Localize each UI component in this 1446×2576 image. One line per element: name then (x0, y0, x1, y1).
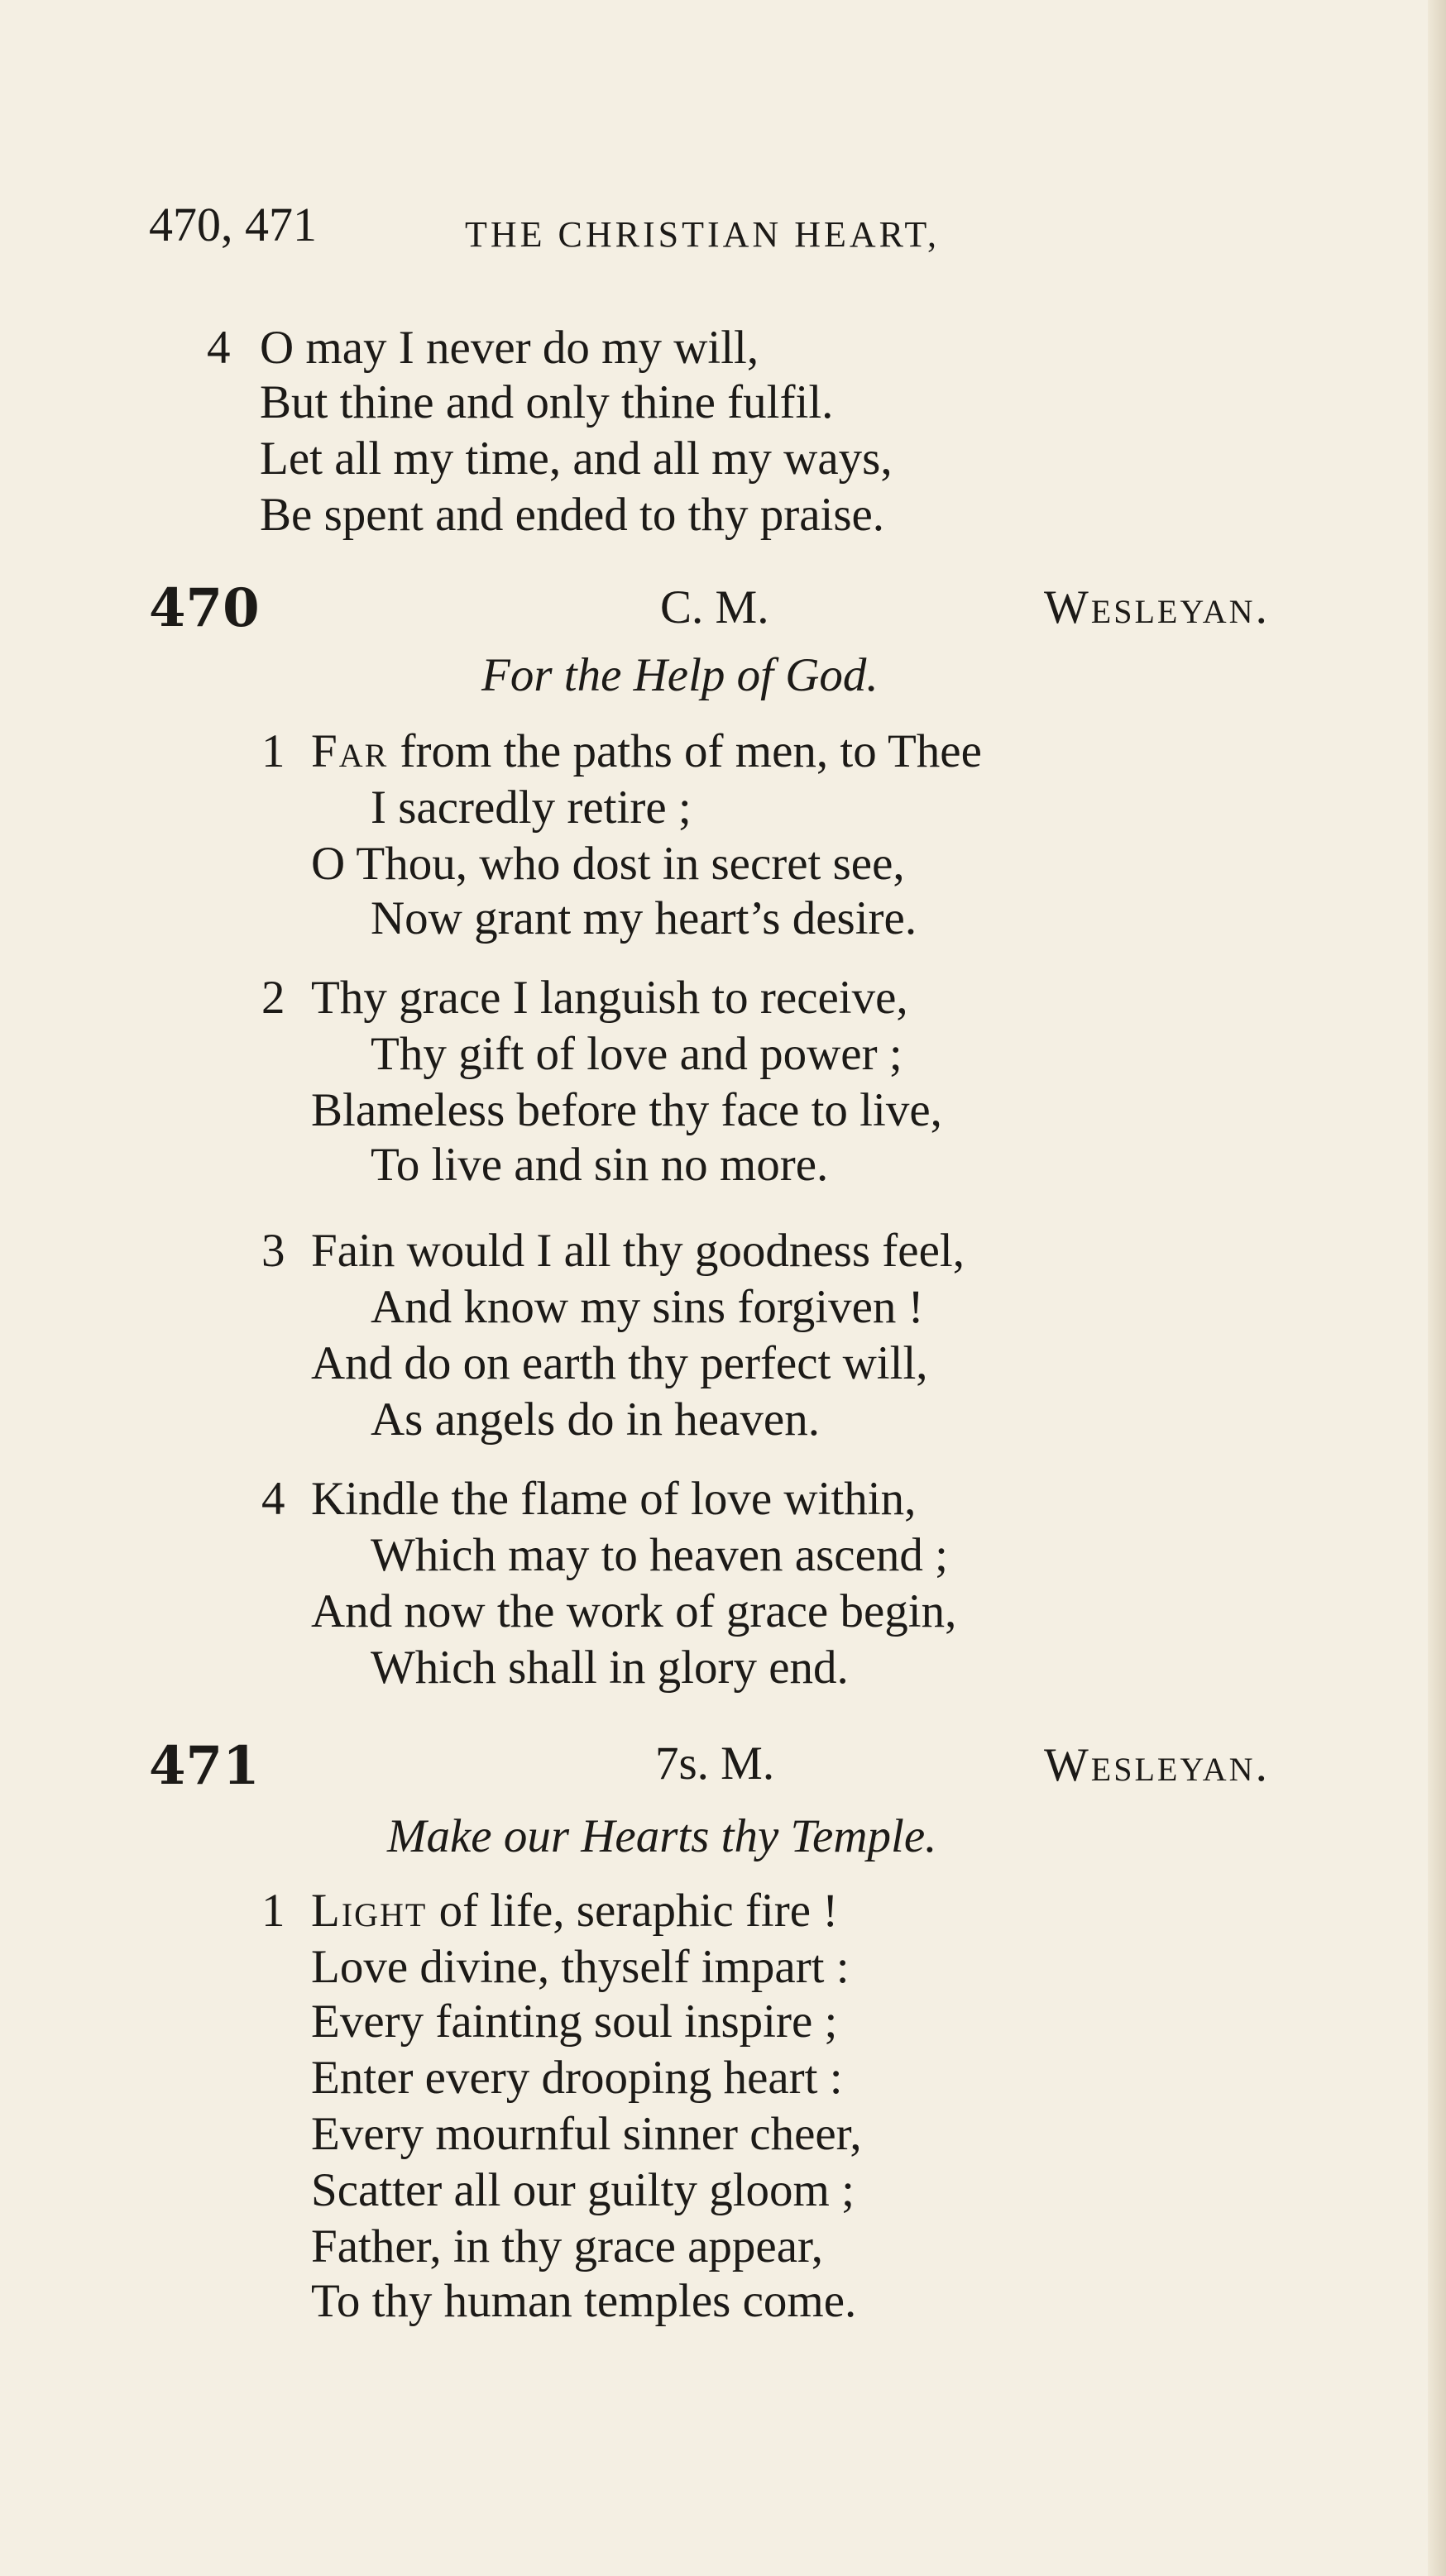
hymn-meter: C. M. (660, 581, 769, 633)
hymn-meter: 7s. M. (655, 1737, 775, 1790)
page-edge (1428, 0, 1446, 2576)
verse-line: To thy human temples come. (311, 2275, 857, 2327)
verse-first-line (311, 725, 982, 777)
verse-line: Be spent and ended to thy praise. (260, 489, 885, 541)
verse-line: To live and sin no more. (371, 1139, 829, 1191)
verse-number: 2 (261, 972, 285, 1024)
verse-line: As angels do in heaven. (371, 1393, 820, 1446)
verse-line: Which shall in glory end. (371, 1642, 849, 1694)
verse-line: Now grant my heart’s desire. (371, 892, 917, 944)
verse-line: Scatter all our guilty gloom ; (311, 2164, 855, 2216)
verse-line: I sacredly retire ; (371, 781, 692, 834)
verse-line: O Thou, who dost in secret see, (311, 838, 905, 890)
verse-line: Which may to heaven ascend ; (371, 1529, 948, 1581)
page-numbers: 470, 471 (149, 198, 317, 251)
verse-number: 1 (261, 725, 285, 777)
verse-line: But thine and only thine fulfil. (260, 376, 834, 428)
verse-first-word: Light (311, 1885, 428, 1937)
hymn-subtitle: Make our Hearts thy Temple. (387, 1810, 937, 1862)
verse-line: Every mournful sinner cheer, (311, 2108, 862, 2160)
running-title: THE CHRISTIAN HEART, (465, 214, 940, 255)
verse-line: And know my sins forgiven ! (371, 1281, 924, 1333)
verse-line: Love divine, thyself impart : (311, 1941, 850, 1993)
verse-number: 4 (261, 1473, 285, 1525)
hymn-author: Wesleyan. (1044, 1739, 1270, 1791)
verse-first-line (311, 1885, 839, 1937)
hymn-subtitle: For the Help of God. (481, 649, 879, 701)
verse-line: Thy grace I languish to receive, (311, 972, 908, 1024)
verse-line: And do on earth thy perfect will, (311, 1337, 928, 1389)
hymn-number: 470 (149, 577, 260, 639)
hymn-author: Wesleyan. (1044, 581, 1270, 633)
verse-line: Thy gift of love and power ; (371, 1028, 903, 1080)
verse-line: Blameless before thy face to live, (311, 1084, 942, 1136)
verse-line: Let all my time, and all my ways, (260, 433, 893, 485)
verse-line: Father, in thy grace appear, (311, 2220, 823, 2273)
hymn-number: 471 (149, 1735, 260, 1797)
verse-number: 1 (261, 1885, 285, 1937)
verse-line: Fain would I all thy goodness feel, (311, 1225, 965, 1277)
verse-line: Enter every drooping heart : (311, 2052, 843, 2104)
verse-number: 3 (261, 1225, 285, 1277)
verse-line: O may I never do my will, (260, 322, 759, 374)
page-header (149, 197, 1324, 263)
verse-line: Kindle the flame of love within, (311, 1473, 917, 1525)
verse-line: And now the work of grace begin, (311, 1585, 957, 1637)
verse-number: 4 (207, 322, 231, 374)
verse-line: Every fainting soul inspire ; (311, 1995, 838, 2048)
verse-first-line-rest: of life, seraphic fire ! (427, 1885, 839, 1937)
verse-first-line-rest: from the paths of men, to Thee (388, 725, 982, 777)
verse-first-word: Far (311, 725, 389, 777)
